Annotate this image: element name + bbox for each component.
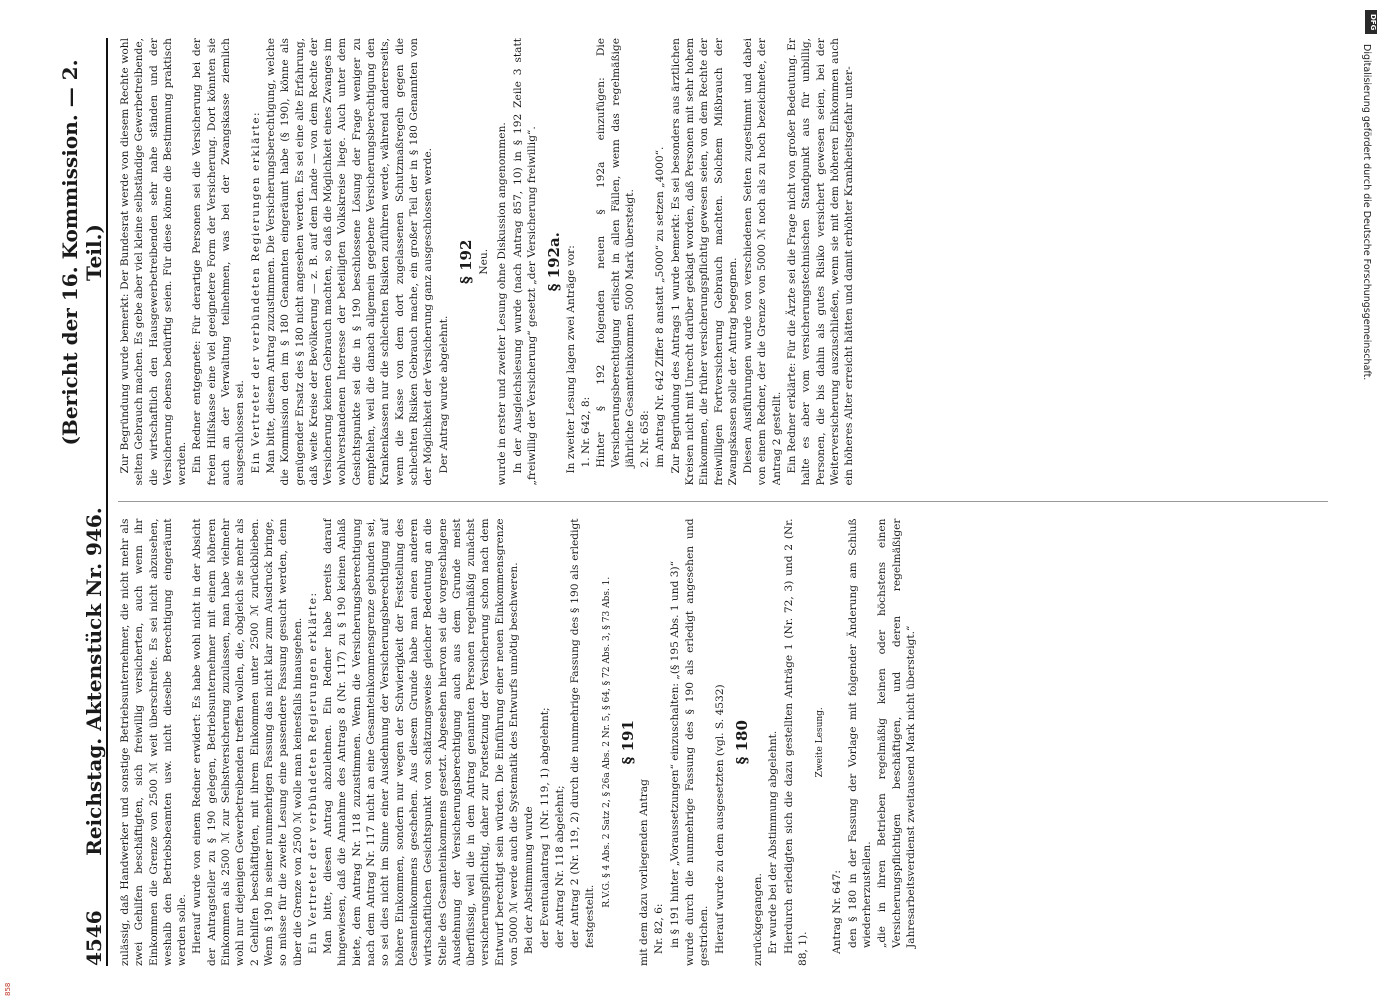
paragraph: Zur Begründung wurde bemerkt: Der Bundesrat werde von diesem Rechte wohl selten Gebrauch machen. Es gebe aber viel kleine selbständige Gewerbetreibende, die wirtschaftlich den Hausgewerbetreibenden sehr nahe ständen und der Versicherung ebenso bedürftig seien. Für diese könne die Bestimmung praktisch werden. xyxy=(119,38,189,486)
text-columns xyxy=(118,38,1328,966)
paragraph: Hierdurch erledigten sich die dazu gestellten Anträge 1 (Nr. 72, 3) und 2 (Nr. 88, 1). xyxy=(782,518,810,966)
page-content xyxy=(58,38,1336,966)
paragraph: der Antrag 2 (Nr. 119, 2) durch die nunmehrige Fassung des § 190 als erledigt festgestellt. xyxy=(569,518,596,948)
digitization-note: Digitalisierung gefördert durch die Deutsche Forschungsgemeinschaft. xyxy=(1361,44,1372,381)
paragraph: Er wurde bei der Abstimmung abgelehnt. xyxy=(767,730,780,954)
page-header xyxy=(58,38,108,966)
paragraph: R.V.G. § 4 Abs. 2 Satz 2, § 26a Abs. 2 Nr. 5, § 64, § 72 Abs. 3, § 73 Abs. 1. xyxy=(601,576,612,908)
paragraph: Bei der Abstimmung wurde xyxy=(523,806,536,954)
paragraph: „die in ihren Betrieben regelmäßig keinen oder höchstens einen Versicherungspflichtigen beschäftigen, und deren regelmäßiger Jahresarbeitsverdienst zweitausend Mark nicht übersteigt.“ xyxy=(876,518,917,948)
paragraph: in § 191 hinter „Voraussetzungen“ einzuschalten: „(§ 195 Abs. 1 und 3)“ xyxy=(668,560,681,948)
paragraph: Nr. 82, 6: xyxy=(653,903,666,954)
paragraph: Antrag Nr. 647: xyxy=(831,870,844,954)
paragraph: zurückgegangen. xyxy=(752,873,765,966)
paragraph: Ein Redner entgegnete: Für derartige Personen sei die Versicherung bei der freien Hilfskasse eine viel geeignetere Form der Versicherung. Dort könnten sie auch an der Verwaltung teilnehmen, was bei der Zwangskasse ziemlich ausgeschlossen sei. xyxy=(191,38,247,486)
paragraph: der Eventualantrag 1 (Nr. 119, 1) abgelehnt; xyxy=(538,707,551,948)
page-number: 4546 xyxy=(82,910,106,966)
paragraph: Ein Vertreter der verbündeten Regierungen erklärte: xyxy=(306,591,319,954)
paragraph: den § 180 in der Fassung der Vorlage mit folgender Änderung am Schluß wiederherzustellen. xyxy=(846,518,873,948)
subheading: Zweite Lesung. xyxy=(815,707,826,778)
paragraph: 1. Nr. 642, 8: xyxy=(579,396,592,468)
paragraph: Man bitte, diesen Antrag abzulehnen. Ein Redner habe bereits darauf hingewiesen, daß die Annahme des Antrags 8 (Nr. 117) zu § 190 keinen Anlaß biete, dem Antrag Nr. 118 zuzustimmen. Wenn die Versicherungsberechtigung nach dem Antrag Nr. 117 nicht an eine Gesamteinkommensgrenze gebunden sei, so sei dies nicht im Sinne einer Ausdehnung der Versicherungsberechtigung auf höhere Einkommen, sondern nur wegen der Schwierigkeit der Feststellung des Gesamteinkommens geschehen. Aus diesem Grunde habe man einen anderen wirtschaftlichen Gesichtspunkt von schätzungsweise gleicher Bedeutung an die Stelle des Gesamteinkommens gesetzt. Abgesehen hiervon sei die vorgeschlagene Ausdehnung der Versicherungsberechtigung auch aus dem Grunde meist überflüssig, weil die in dem Antrag genannten Personen regelmäßig zunächst versicherungspflichtig, daher zur Fortsetzung der Versicherung schon nach dem Entwurf berechtigt sein würden. Die Einführung einer neuen Einkommensgrenze von 5000 ℳ werde auch die Systematik des Entwurfs unnötig beschweren. xyxy=(322,518,521,966)
paragraph: Zur Begründung des Antrags 1 wurde bemerkt: Es sei besonders aus ärztlichen Kreisen nicht mit Unrecht darüber geklagt worden, daß Personen mit sehr hohem Einkommen, die früher versicherungspflichtig gewesen seien, von dem Rechte der freiwilligen Fortversicherung Gebrauch machten. Solchem Mißbrauch der Zwangskassen solle der Antrag begegnen. xyxy=(669,38,739,486)
dfg-logo: DFG xyxy=(1365,10,1377,34)
paragraph: Der Antrag wurde abgelehnt. xyxy=(437,315,450,474)
paragraph: wurde in erster und zweiter Lesung ohne Diskussion angenommen. xyxy=(496,122,509,486)
paragraph: wurde durch die nunmehrige Fassung des § 190 als erledigt angesehen und gestrichen. xyxy=(683,518,711,966)
paragraph: im Antrag Nr. 642 Ziffer 8 anstatt „5000“ zu setzen „4000“. xyxy=(654,146,667,468)
paragraph: der Antrag Nr. 118 abgelehnt; xyxy=(553,785,566,948)
column-right xyxy=(118,38,1328,486)
section-heading: § 192 xyxy=(456,239,475,284)
paragraph: Hinter § 192 folgenden neuen § 192a einzufügen: Die Versicherungsberechtigung erlischt in allen Fällen, wenn das regelmäßige jährliche Gesamteinkommen 5000 Mark übersteigt. xyxy=(595,38,636,468)
header-left: Reichstag. Aktenstück Nr. 946. xyxy=(82,507,106,856)
paragraph: Ein Redner erklärte: Für die Ärzte sei die Frage nicht von großer Bedeutung. Er halte es aber vom versicherungstechnischen Standpunkt aus für unbillig, Personen, die bis dahin als gutes Risiko versichert gewesen seien, bei der Weiterversicherung auszuschließen, wenn sie mit dem höheren Einkommen auch ein höheres Alter erreicht hätten und damit erhöhter Krankheitsgefahr unter- xyxy=(786,38,856,486)
column-rule xyxy=(118,502,1328,503)
paragraph: Hierauf wurde von einem Redner erwidert: Es habe wohl nicht in der Absicht der Antragsteller zu § 190 gelegen, Betriebsunternehmer mit einem höheren Einkommen als 2500 ℳ zur Selbstversicherung zuzulassen, man habe vielmehr wohl nur diejenigen Gewerbetreibenden treffen wollen, die, obgleich sie mehr als 2 Gehilfen beschäftigten, mit ihrem Einkommen unter 2500 ℳ zurückblieben. Wenn § 190 in seiner nunmehrigen Fassung das nicht klar zum Ausdruck bringe, so müsse für die zweite Lesung eine passendere Fassung gesucht werden, denn über die Grenze von 2500 ℳ wolle man keinesfalls hinausgehen. xyxy=(191,518,304,966)
paragraph: In zweiter Lesung lagen zwei Anträge vor: xyxy=(564,245,577,474)
paragraph: 2. Nr. 658: xyxy=(639,410,652,468)
paragraph: Hierauf wurde zu dem ausgesetzten (vgl. S. 4532) xyxy=(713,684,726,954)
paragraph: zulässig, daß Handwerker und sonstige Betriebsunternehmer, die nicht mehr als zwei Gehilfen beschäftigten, sich freiwillig versicherten, auch wenn ihr Einkommen die Grenze von 2500 ℳ weit überschreite. Es sei nicht abzusehen, weshalb den Betriebsbeamten usw. nicht dieselbe Berechtigung eingeräumt werden solle. xyxy=(119,518,189,966)
paragraph: Diesen Ausführungen wurde von verschiedenen Seiten zugestimmt und dabei von einem Redner, der die Grenze von 5000 ℳ noch als zu hoch bezeichnete, der Antrag 2 gestellt. xyxy=(742,38,783,486)
paragraph: Man bitte, diesem Antrag zuzustimmen. Die Versicherungsberechtigung, welche die Kommission den im § 180 Genannten eingeräumt habe (§ 190), könne als genügender Ersatz des § 180 nicht angesehen werden. Es sei eine alte Erfahrung, daß weite Kreise der Bevölkerung — z. B. auf dem Lande — von dem Rechte der Versicherung keinen Gebrauch machten, so daß die Möglichkeit eines Zwanges im wohlverstandenen Interesse der beteiligten Volkskreise liege. Auch unter dem Gesichtspunkte sei die in § 190 beschlossene Lösung der Frage weniger zu empfehlen, weil die danach allgemein gegebene Versicherungsberechtigung den Krankenkassen nur die schlechten Risiken zuführen werde, während andererseits, wenn die Kasse von dem dort zugelassenen Schutzmaßregeln gegen die schlechten Risiken Gebrauch mache, ein großer Teil der in § 180 Genannten von der Möglichkeit der Versicherung ganz ausgeschlossen werde. xyxy=(264,38,435,486)
corner-mark: 858 xyxy=(4,982,12,996)
subheading: Neu. xyxy=(478,248,491,275)
header-right: (Bericht der 16. Kommission. — 2. Teil.) xyxy=(58,59,106,446)
column-left xyxy=(118,519,1328,967)
paragraph: mit dem dazu vorliegenden Antrag xyxy=(638,779,651,966)
section-heading: § 191 xyxy=(618,720,637,765)
paragraph: In der Ausgleichslesung wurde (nach Antrag 857, 10) in § 192 Zeile 3 statt „freiwillig der Versicherung“ gesetzt „der Versicherung freiwillig“. xyxy=(511,38,539,486)
paragraph: Ein Vertreter der verbündeten Regierungen erklärte: xyxy=(249,110,262,474)
section-heading: § 192a. xyxy=(545,232,564,292)
section-heading: § 180 xyxy=(732,720,751,765)
